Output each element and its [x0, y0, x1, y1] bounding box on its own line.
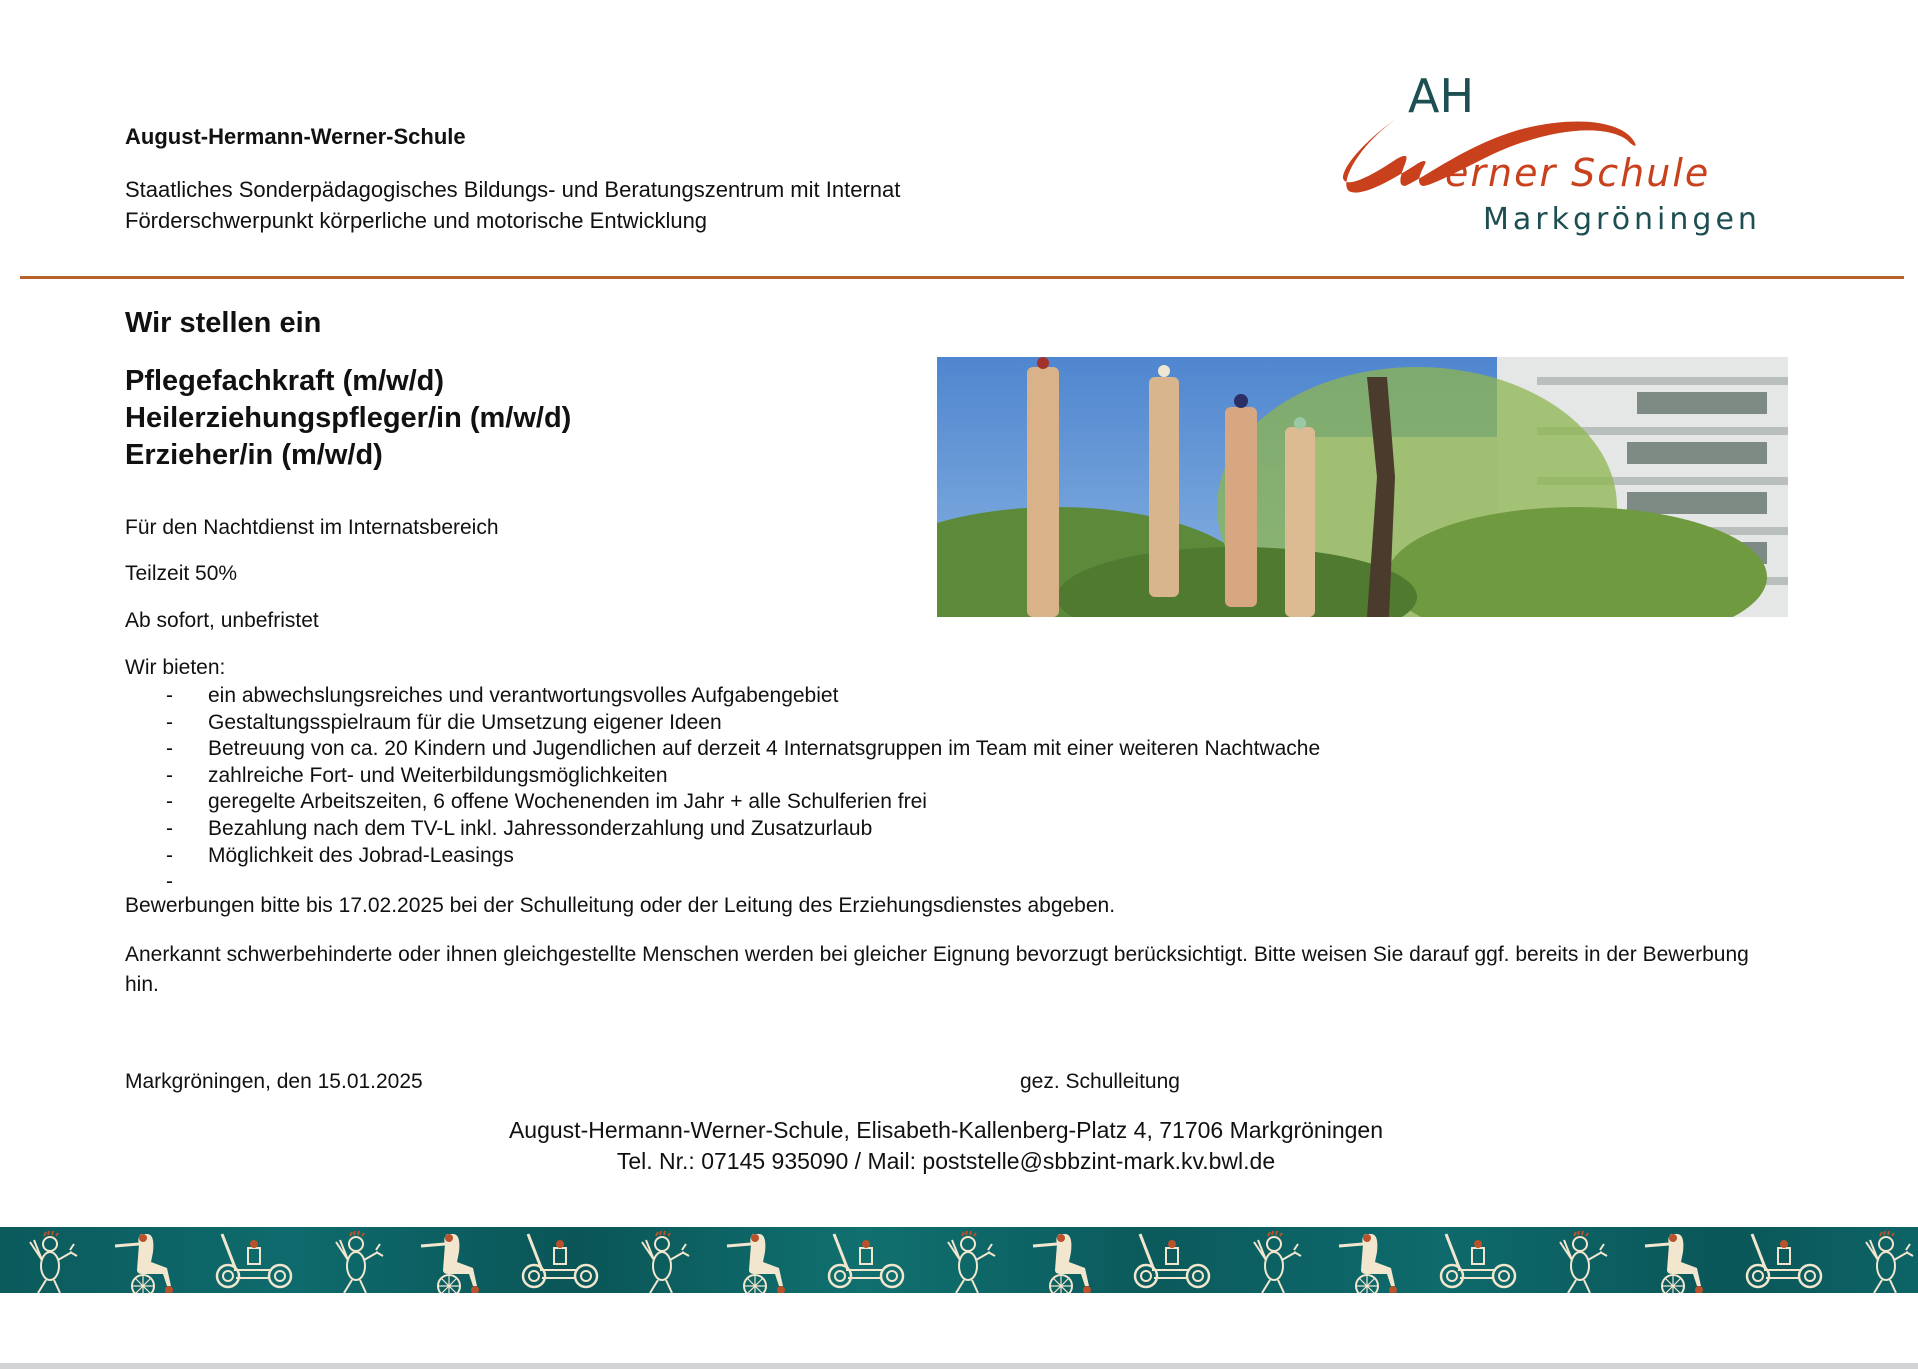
bullet-dash: -	[166, 870, 173, 894]
logo-initials: AH	[1408, 69, 1475, 123]
benefit-item	[125, 710, 1320, 737]
signature: gez. Schulleitung	[1020, 1070, 1180, 1093]
benefit-item	[125, 816, 1320, 843]
benefit-text: geregelte Arbeitszeiten, 6 offene Wochenenden im Jahr + alle Schulferien frei	[208, 790, 927, 814]
benefits-list	[125, 683, 1320, 896]
place-date: Markgröningen, den 15.01.2025	[125, 1070, 423, 1093]
bullet-dash: -	[166, 737, 173, 761]
benefit-text: Gestaltungsspielraum für die Umsetzung eigener Ideen	[208, 710, 722, 734]
posting-headline: Wir stellen ein	[125, 307, 322, 339]
detail-hours: Teilzeit 50%	[125, 562, 238, 585]
logo-city: Markgröningen	[1483, 202, 1761, 237]
benefit-item	[125, 736, 1320, 763]
bullet-dash: -	[166, 816, 173, 840]
benefit-item	[125, 763, 1320, 790]
benefit-item	[125, 683, 1320, 710]
bullet-dash: -	[166, 790, 173, 814]
detail-shift: Für den Nachtdienst im Internatsbereich	[125, 516, 499, 539]
job-title: Heilerziehungspfleger/in (m/w/d)	[125, 402, 572, 434]
benefits-intro: Wir bieten:	[125, 656, 226, 679]
benefit-item	[125, 789, 1320, 816]
school-name: August-Hermann-Werner-Schule	[125, 124, 466, 149]
bullet-dash: -	[166, 710, 173, 734]
job-title: Pflegefachkraft (m/w/d)	[125, 365, 445, 397]
application-note: Bewerbungen bitte bis 17.02.2025 bei der Schulleitung oder der Leitung des Erziehungsdienstes abgeben.	[125, 894, 1116, 917]
school-subtitle-line-2: Förderschwerpunkt körperliche und motorische Entwicklung	[125, 208, 708, 233]
job-title: Erzieher/in (m/w/d)	[125, 439, 383, 471]
bullet-dash: -	[166, 763, 173, 787]
benefit-item-empty	[125, 869, 1320, 896]
benefit-text: Möglichkeit des Jobrad-Leasings	[208, 843, 514, 867]
decorative-band	[0, 1227, 1918, 1293]
header-divider	[20, 276, 1904, 279]
benefit-text: ein abwechslungsreiches und verantwortungsvolles Aufgabengebiet	[208, 684, 839, 707]
page-bottom-edge	[0, 1363, 1918, 1369]
school-logo	[1335, 68, 1765, 248]
bullet-dash: -	[166, 843, 173, 867]
benefit-text: Betreuung von ca. 20 Kindern und Jugendlichen auf derzeit 4 Internatsgruppen im Team mit einer weiteren Nachtwache	[208, 737, 1321, 761]
address-line: August-Hermann-Werner-Schule, Elisabeth-Kallenberg-Platz 4, 71706 Markgröningen	[508, 1117, 1384, 1143]
school-subtitle-line-1: Staatliches Sonderpädagogisches Bildungs- und Beratungszentrum mit Internat	[125, 177, 901, 202]
bullet-dash: -	[166, 684, 173, 707]
benefit-text: zahlreiche Fort- und Weiterbildungsmöglichkeiten	[208, 763, 668, 787]
equality-notice: Anerkannt schwerbehinderte oder ihnen gleichgestellte Menschen werden bei gleicher Eignung bevorzugt berücksichtigt. Bitte weisen Sie darauf ggf. bereits in der Bewerbung hin.	[125, 943, 1749, 996]
contact-line: Tel. Nr.: 07145 935090 / Mail: poststelle@sbbzint-mark.kv.bwl.de	[616, 1148, 1276, 1174]
benefit-item	[125, 843, 1320, 870]
school-photo	[937, 357, 1788, 617]
logo-name: erner Schule	[1445, 151, 1711, 195]
detail-start: Ab sofort, unbefristet	[125, 609, 319, 632]
benefit-text: Bezahlung nach dem TV-L inkl. Jahressonderzahlung und Zusatzurlaub	[208, 816, 873, 840]
